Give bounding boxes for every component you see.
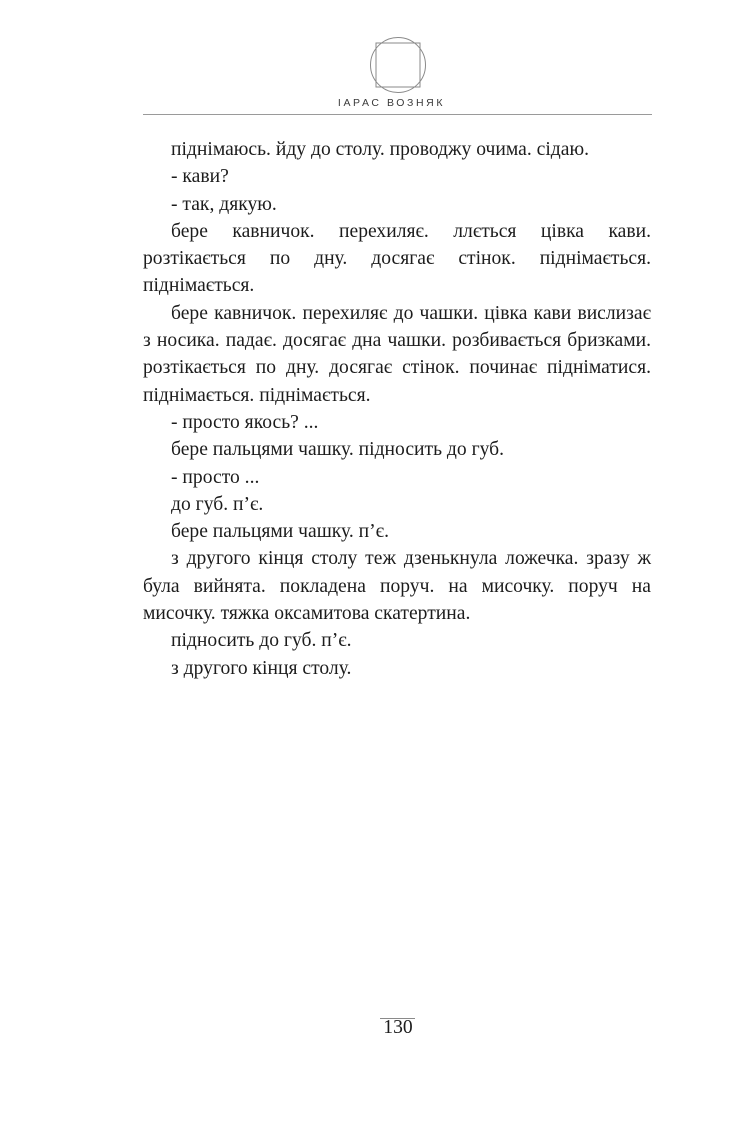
paragraph: піднімаюсь. йду до столу. проводжу очима. сідаю.	[171, 139, 589, 160]
paragraph: - так, дякую.	[171, 193, 277, 215]
paragraph: - кави?	[171, 166, 229, 188]
paragraph: з другого кінця столу теж дзенькнула ложечка. зразу ж була вийнята. покладена поруч. на мисочку. поруч на мисочку. тяжка оксамитова скатертина.	[143, 548, 651, 625]
paragraph: бере пальцями чашку. п’є.	[171, 521, 389, 543]
paragraph: з другого кінця столу.	[171, 657, 352, 679]
paragraph: - просто якось? ...	[171, 411, 319, 433]
paragraph: до губ. п’є.	[171, 493, 264, 515]
paragraph: бере пальцями чашку. підносить до губ.	[171, 439, 505, 461]
paragraph: бере кавничок. перехиляє до чашки. цівка кави вислизає з носика. падає. досягає дна чашки. розбивається бризками. розтікається по дну. досягає стінок. починає підніматися. піднімається. піднімається.	[143, 302, 651, 406]
running-head-author: ІАРАС ВОЗНЯК	[337, 97, 446, 109]
header-divider	[143, 114, 652, 115]
circle-square-emblem-icon	[369, 36, 427, 94]
page-text-body	[143, 136, 651, 682]
paragraph: - просто ...	[171, 466, 260, 488]
paragraph: підносить до губ. п’є.	[171, 630, 352, 652]
page-number: 130	[383, 1017, 413, 1038]
paragraph: бере кавничок. перехиляє. ллється цівка кави. розтікається по дну. досягає стінок. піднімається. піднімається.	[143, 220, 651, 297]
